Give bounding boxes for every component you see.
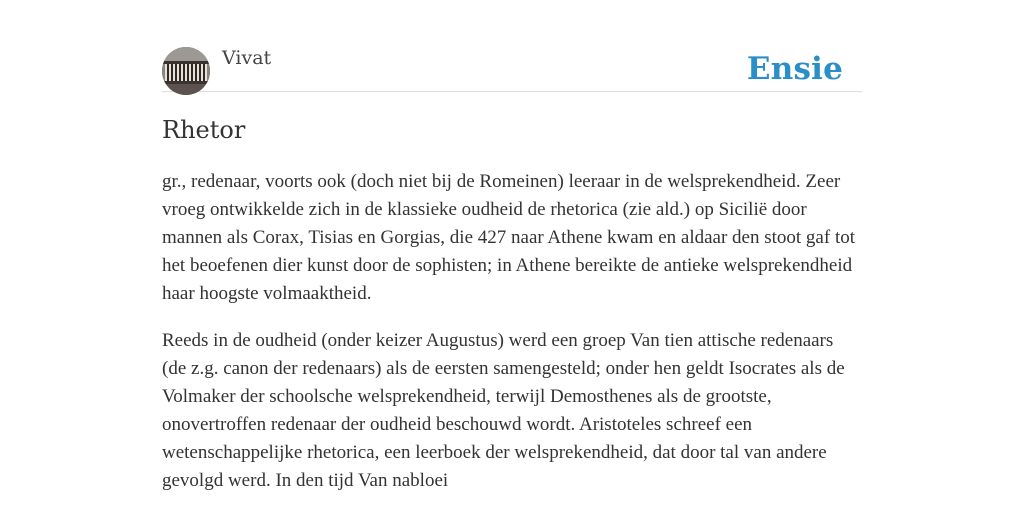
brand-logo[interactable]: Ensie [746,51,843,87]
article-paragraph: Reeds in de oudheid (onder keizer Augustus) werd een groep Van tien attische redenaars (de z.g. canon der redenaars) als de eersten samengesteld; onder hen geldt Isocrates als de Volmaker der schoolsche welsprekendheid, terwijl Demosthenes als de grootste, onovertroffen redenaar der oudheid beschouwd wordt. Aristoteles schreef een wetenschappelijke rhetorica, een leerboek der welsprekendheid, dat door tal van andere gevolgd werd. In den tijd Van nabloei [162,330,845,491]
bookshelf-avatar-icon [162,47,210,95]
page-container [162,0,862,491]
article-title: Rhetor [162,116,246,144]
avatar[interactable] [162,47,210,95]
article-paragraph: gr., redenaar, voorts ook (doch niet bij de Romeinen) leeraar in de welsprekendheid. Zeer vroeg ontwikkelde zich in de klassieke oudheid de rhetorica (zie ald.) op Sicilië door mannen als Corax, Tisias en Gorgias, die 427 naar Athene kwam en aldaar den stoot gaf tot het beoefenen dier kunst door de sophisten; in Athene bereikte de antieke welsprekendheid haar hoogste volmaaktheid. [162,171,855,304]
article-body [162,168,862,512]
author-name[interactable]: Vivat [222,47,272,69]
header [162,0,862,92]
